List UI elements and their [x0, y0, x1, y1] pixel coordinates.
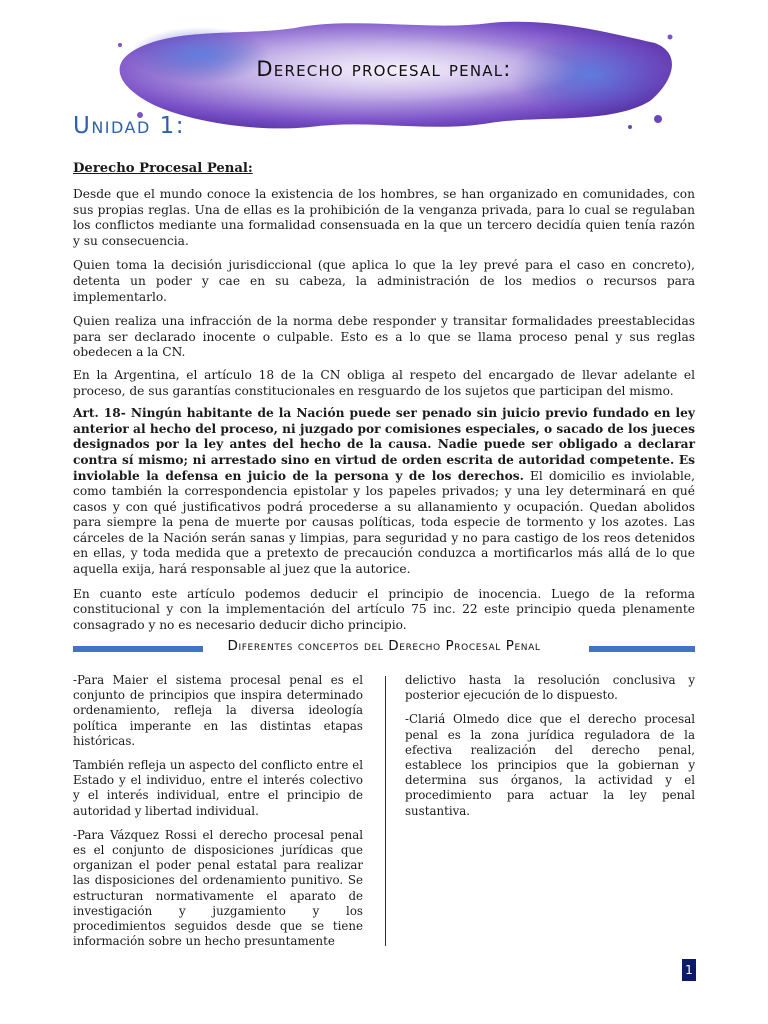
unit-heading: Unidad 1: [73, 113, 186, 139]
paragraph: -Clariá Olmedo dice que el derecho procesal penal es la zona jurídica reguladora de la efectiva realización del derecho penal, establece los principios que la gobiernan y determina sus órganos, la actividad y el procedimiento para actuar la ley penal sustantiva. [405, 712, 695, 818]
left-column [73, 673, 363, 958]
paragraph: -Para Vázquez Rossi el derecho procesal penal es el conjunto de disposiciones jurídicas que organizan el poder penal estatal para realizar las disposiciones del ordenamiento punitivo. Se estructuran normativamente el aparato de investigación y juzgamiento y los procedimientos seguidos desde que se tiene información sobre un hecho presuntamente [73, 827, 363, 949]
heading-bar-right [589, 646, 695, 652]
page-number: 1 [682, 959, 696, 981]
paragraph: En cuanto este artículo podemos deducir el principio de inocencia. Luego de la reforma constitucional y con la implementación del artículo 75 inc. 22 este principio queda plenamente consagrado y no es necesario deducir dicho principio. [73, 586, 695, 632]
right-column [405, 673, 695, 828]
paragraph: delictivo hasta la resolución conclusiva y posterior ejecución de lo dispuesto. [405, 673, 695, 703]
paragraph: Quien realiza una infracción de la norma debe responder y transitar formalidades preestablecidas para ser declarado inocente o culpable. Esto es a lo que se llama proceso penal y sus reglas obedecen a la CN. [73, 314, 695, 360]
paragraph: Quien toma la decisión jurisdiccional (que aplica lo que la ley prevé para el caso en concreto), detenta un poder y cae en su cabeza, la administración de los medios o recursos para implementarlo. [73, 258, 695, 304]
article-18-text: Art. 18- Ningún habitante de la Nación puede ser penado sin juicio previo fundado en ley anterior al hecho del proceso, ni juzgado por comisiones especiales, o sacado de los jueces designados por la ley antes del hecho de la causa. Nadie puede ser obligado a declarar contra sí mismo; ni arrestado sino en virtud de orden escrita de autoridad competente. Es inviolable la defensa en juicio de la persona y de los derechos. [73, 406, 695, 483]
paragraph: También refleja un aspecto del conflicto entre el Estado y el individuo, entre el interés colectivo y el interés individual, entre el principio de autoridad y libertad individual. [73, 758, 363, 818]
document-title: Derecho procesal penal: [256, 57, 512, 81]
paragraph: En la Argentina, el artículo 18 de la CN obliga al respeto del encargado de llevar adelante el proceso, de sus garantías constitucionales en resguardo de los sujetos que participan del mismo. [73, 367, 695, 398]
article-18-continuation: El domicilio es inviolable, como también la correspondencia epistolar y los papeles privados; y una ley determinará en qué casos y con qué justificativos podrá procederse a su allanamiento y ocupación. Quedan abolidos para siempre la pena de muerte por causas políticas, toda especie de tormento y los azotes. Las cárceles de la Nación serán sanas y limpias, para seguridad y no para castigo de los reos detenidos en ellas, y toda medida que a pretexto de precaución conduzca a mortificarlos más allá de lo que aquella exija, hará responsable al juez que la autorice. [73, 468, 695, 577]
article-18-paragraph [73, 406, 695, 578]
intro-body [73, 187, 695, 642]
paragraph: -Para Maier el sistema procesal penal es el conjunto de principios que inspira determinado ordenamiento, refleja la diversa ideología política imperante en las distintas etapas históricas. [73, 673, 363, 748]
section-heading: Derecho Procesal Penal: [73, 161, 253, 176]
column-divider [385, 676, 386, 946]
paragraph: Desde que el mundo conoce la existencia de los hombres, se han organizado en comunidades, con sus propias reglas. Una de ellas es la prohibición de la venganza privada, para lo cual se regulaban los conflictos mediante una formalidad consensuada en la que un tercero decidía quien tenía razón y su consecuencia. [73, 187, 695, 248]
concepts-heading: Diferentes conceptos del Derecho Procesal Penal [227, 638, 541, 654]
